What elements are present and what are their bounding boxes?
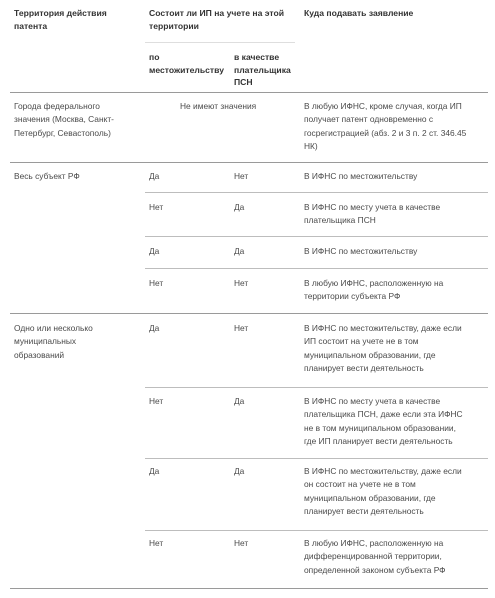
row-divider bbox=[145, 387, 488, 388]
where-cell: В любую ИФНС, расположенную на территории субъекта РФ bbox=[304, 278, 444, 302]
row-divider bbox=[145, 458, 488, 459]
residence-cell: Да bbox=[149, 466, 160, 476]
where-cell: В ИФНС по местожительству bbox=[304, 171, 418, 181]
table-bottom-line bbox=[10, 588, 488, 589]
subheader-residence: по местожительству bbox=[149, 52, 224, 75]
psn-cell: Нет bbox=[234, 278, 249, 288]
residence-cell: Нет bbox=[149, 538, 164, 548]
header-bottom-line bbox=[10, 92, 488, 93]
psn-cell: Нет bbox=[234, 538, 249, 548]
header-subdivider bbox=[145, 42, 295, 43]
header-territory: Территория действия патента bbox=[14, 8, 107, 31]
row-divider bbox=[145, 192, 488, 193]
header-where-to-file: Куда подавать заявление bbox=[304, 8, 414, 18]
residence-cell: Нет bbox=[149, 202, 164, 212]
territory-cell: Одно или несколько муниципальных образований bbox=[14, 323, 93, 360]
group-divider bbox=[10, 162, 488, 163]
psn-cell: Да bbox=[234, 396, 245, 406]
where-cell: В ИФНС по месту учета в качестве плательщика ПСН, даже если эта ИФНС не в том муниципальном образовании, где ИП планирует вести деятельность bbox=[304, 396, 463, 447]
subheader-psn: в качестве плательщика ПСН bbox=[234, 52, 291, 88]
psn-cell: Да bbox=[234, 246, 245, 256]
header-registration: Состоит ли ИП на учете на этой территории bbox=[149, 8, 285, 31]
residence-cell: Нет bbox=[149, 396, 164, 406]
psn-cell: Нет bbox=[234, 323, 249, 333]
group-divider bbox=[10, 313, 488, 314]
merged-cell: Не имеют значения bbox=[180, 101, 257, 111]
where-cell: В ИФНС по месту учета в качестве плательщика ПСН bbox=[304, 202, 441, 226]
where-cell: В ИФНС по местожительству, даже если ИП состоит на учете не в том муниципальном образовании, где планирует вести деятельность bbox=[304, 323, 462, 374]
residence-cell: Да bbox=[149, 171, 160, 181]
row-divider bbox=[145, 268, 488, 269]
territory-cell: Весь субъект РФ bbox=[14, 171, 80, 181]
psn-cell: Нет bbox=[234, 171, 249, 181]
residence-cell: Нет bbox=[149, 278, 164, 288]
row-divider bbox=[145, 236, 488, 237]
territory-cell: Города федерального значения (Москва, Санкт- Петербург, Севастополь) bbox=[14, 101, 114, 138]
residence-cell: Да bbox=[149, 323, 160, 333]
where-cell: В любую ИФНС, кроме случая, когда ИП получает патент одновременно с госрегистрацией (абз. 2 и 3 п. 2 ст. 346.45 НК) bbox=[304, 101, 467, 152]
where-cell: В ИФНС по местожительству, даже если он состоит на учете не в том муниципальном образовании, где планирует вести деятельность bbox=[304, 466, 462, 517]
row-divider bbox=[145, 530, 488, 531]
where-cell: В любую ИФНС, расположенную на дифференцированной территории, определенной законом субъекта РФ bbox=[304, 538, 446, 575]
psn-cell: Да bbox=[234, 466, 245, 476]
where-cell: В ИФНС по местожительству bbox=[304, 246, 418, 256]
residence-cell: Да bbox=[149, 246, 160, 256]
psn-cell: Да bbox=[234, 202, 245, 212]
